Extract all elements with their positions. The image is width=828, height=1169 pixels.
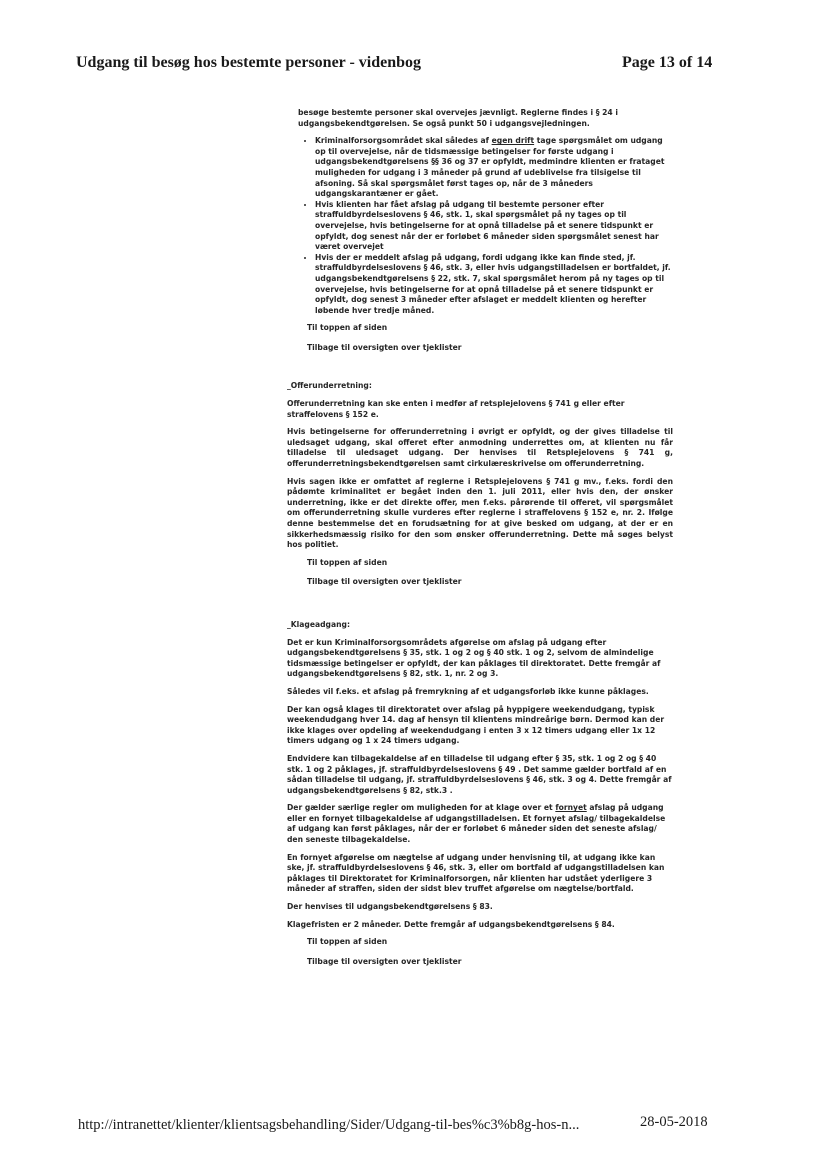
bullet-item-1 — [315, 136, 673, 200]
back-to-top-link[interactable]: Til toppen af siden — [307, 323, 388, 333]
bullet-2-text: Hvis klienten har fået afslag på udgang til bestemte personer efter straffuldbyrdelseslovens § 46, stk. 1, skal spørgsmålet på ny tages op til overvejelse, hvis betingelserne for at opnå tilladelse på et senere tidspunkt er opfyldt, dog senest når der er forløbet 6 måneder siden spørgsmålet senest har været overvejet — [315, 199, 659, 252]
page-number: Page 13 of 14 — [622, 54, 713, 71]
bullet-item-3 — [315, 253, 673, 317]
document-body — [287, 108, 673, 977]
complaint-paragraph-5: Der gælder særlige regler om muligheden for at klage over et fornyet afslag på udgang eller en fornyet tilbagekaldelse af udgangstilladelsen. Et fornyet afslag/ tilbagekaldelse af udgang kan først påklages, når der er forløbet 6 måneder siden det seneste afslag/ den seneste tilbagekaldelse. — [287, 803, 666, 845]
complaint-paragraph-2: Således vil f.eks. et afslag på fremrykning af et udgangsforløb ikke kunne påklages. — [287, 686, 649, 696]
back-to-overview-link[interactable]: Tilbage til oversigten over tjeklister — [307, 342, 462, 352]
complaint-paragraph-7: Der henvises til udgangsbekendtgørelsens § 83. — [287, 902, 493, 912]
bullet-item-2 — [315, 200, 673, 253]
offer-paragraph-3: Hvis sagen ikke er omfattet af reglerne i Retsplejelovens § 741 g mv., f.eks. fordi den pådømte kriminalitet er begået inden den 1. juli 2011, eller hvis den, der ønsker underretning, ikke er det direkte offer, men f.eks. pårørende til offeret, vil spørgsmålet om offerunderretning skulle vurderes efter reglerne i straffelovens § 152 e, nr. 2. Ifølge denne bestemmelse det en forudsætning for at give besked om udgang, at der er en sikkerhedsmæssig risiko for den som ønsker offerunderretning. Dette må søges belyst hos politiet. — [287, 476, 673, 550]
back-to-top-link[interactable]: Til toppen af siden — [307, 937, 388, 947]
offer-heading: _Offerunderretning: — [287, 381, 372, 391]
back-to-top-link[interactable]: Til toppen af siden — [307, 557, 388, 567]
bullet-list — [287, 136, 673, 316]
complaint-paragraph-4: Endvidere kan tilbagekaldelse af en tilladelse til udgang efter § 35, stk. 1 og 2 og § 40 stk. 1 og 2 påklages, jf. straffuldbyrdelseslovens § 49 . Det samme gælder bortfald af en sådan tilladelse til udgang, jf. straffuldbyrdelseslovens § 46, stk. 3 og 4. Dette fremgår af udgangsbekendtgørelsens § 82, stk.3 . — [287, 753, 672, 795]
page-title: Udgang til besøg hos bestemte personer - videnbog — [76, 54, 422, 71]
nav-links-1 — [307, 323, 673, 353]
nav-links-3 — [307, 937, 673, 967]
bullet-1-text: Kriminalforsorgsområdet skal således af egen drift tage spørgsmålet om udgang op til overvejelse, når de tidsmæssige betingelser for første udgang i udgangsbekendtgørelsens §§ 36 og 37 er opfyldt, medmindre klienten er frataget muligheden for udgang i 3 måneder på grund af udeblivelse fra tilsigelse til afsoning. Så skal spørgsmålet først tages op, når de 3 måneders udgangskarantæner er gået. — [315, 136, 665, 199]
back-to-overview-link[interactable]: Tilbage til oversigten over tjeklister — [307, 956, 462, 966]
bullet-3-text: Hvis der er meddelt afslag på udgang, fordi udgang ikke kan finde sted, jf. straffuldbyrdelseslovens § 46, stk. 3, eller hvis udgangstilladelsen er bortfaldet, jf. udgangsbekendtgørelsens § 22, stk. 7, skal spørgsmålet herom på ny tages op til overvejelse, hvis betingelserne for at opnå tilladelse på et senere tidspunkt er opfyldt, dog senest 3 måneder efter afslaget er meddelt klienten og herefter løbende hver tredje måned. — [315, 252, 671, 315]
back-to-overview-link[interactable]: Tilbage til oversigten over tjeklister — [307, 577, 462, 587]
complaint-paragraph-3: Der kan også klages til direktoratet over afslag på hyppigere weekendudgang, typisk weekendudgang hver 14. dag af hensyn til klientens mindreårige børn. Dermod kan der ikke klages over opdeling af weekendudgang i enten 3 x 12 timers udgang eller 1x 12 timers udgang og 1 x 24 timers udgang. — [287, 704, 665, 746]
footer-url: http://intranettet/klienter/klientsagsbehandling/Sider/Udgang-til-bes%c3%b8g-hos-n... — [78, 1117, 580, 1133]
complaint-paragraph-8: Klagefristen er 2 måneder. Dette fremgår af udgangsbekendtgørelsens § 84. — [287, 919, 615, 929]
offer-paragraph-2: Hvis betingelserne for offerunderretning i øvrigt er opfyldt, og der gives tilladelse til uledsaget udgang, skal offeret efter anmodning underrettes om, at klienten nu får tilladelse til uledsaget udgang. Der henvises til Retsplejelovens § 741 g, offerunderretningsbekendtgørelsen samt cirkulæreskrivelse om offerunderretning. — [287, 427, 673, 469]
complaint-paragraph-1: Det er kun Kriminalforsorgsområdets afgørelse om afslag på udgang efter udgangsbekendtgørelsens § 35, stk. 1 og 2 og § 40 stk. 1 og 2, selvom de almindelige tidsmæssige betingelser er opfyldt, der kan påklages til direktoratet. Dette fremgår af udgangsbekendtgørelsens § 82, stk. 1, nr. 2 og 3. — [287, 637, 661, 679]
intro-paragraph: besøge bestemte personer skal overvejes jævnligt. Reglerne findes i § 24 i udgangsbekendtgørelsen. Se også punkt 50 i udgangsvejledningen. — [298, 108, 618, 128]
footer-date: 28-05-2018 — [640, 1114, 708, 1130]
complaint-heading: _Klageadgang: — [287, 619, 350, 629]
nav-links-2 — [307, 558, 673, 588]
offer-paragraph-1: Offerunderretning kan ske enten i medfør af retsplejelovens § 741 g eller efter straffelovens § 152 e. — [287, 399, 625, 419]
complaint-paragraph-6: En fornyet afgørelse om nægtelse af udgang under henvisning til, at udgang ikke kan ske, jf. straffuldbyrdelseslovens § 46, stk. 3, eller om bortfald af udgangstilladelsen kan påklages til Direktoratet for Kriminalforsorgen, når klienten har udstået yderligere 3 måneder af straffen, siden der sidst blev truffet afgørelse om nægtelse/bortfald. — [287, 852, 665, 894]
